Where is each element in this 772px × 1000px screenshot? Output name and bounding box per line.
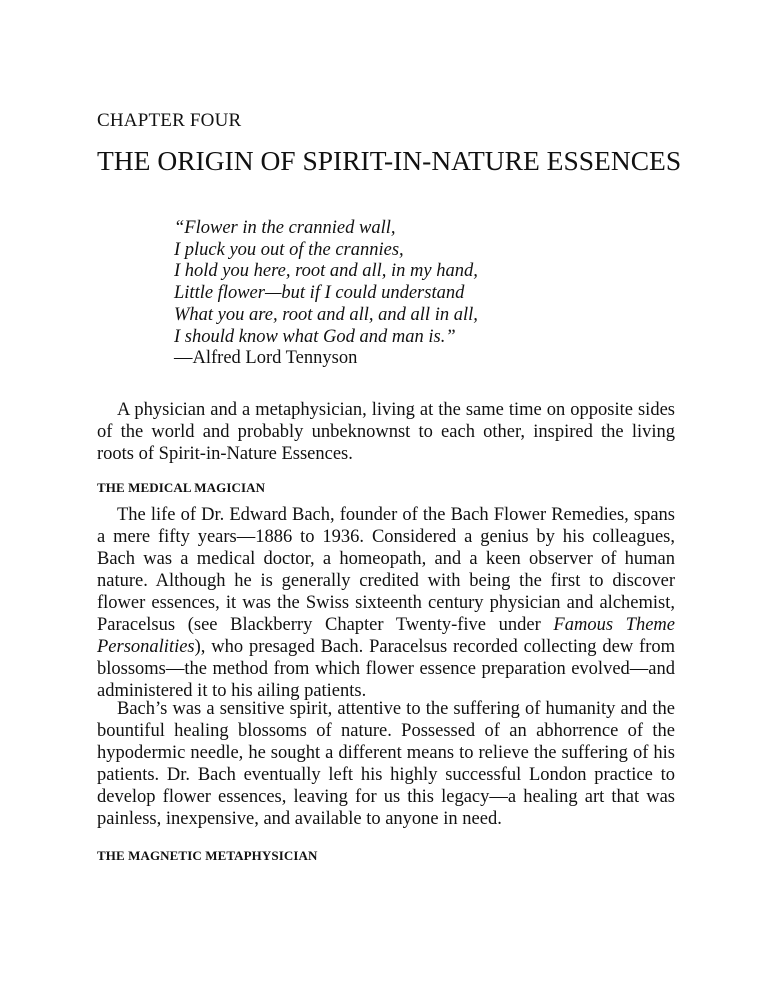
epigraph-line: Little flower—but if I could understand (174, 283, 465, 304)
chapter-title: THE ORIGIN OF SPIRIT-IN-NATURE ESSENCES (97, 145, 682, 176)
epigraph-line: I should know what God and man is.” (174, 326, 456, 347)
section-heading-medical-magician: THE MEDICAL MAGICIAN (97, 480, 266, 495)
epigraph (174, 218, 478, 370)
epigraph-line: “Flower in the crannied wall, (174, 218, 396, 238)
intro-paragraph: A physician and a metaphysician, living at the same time on opposite sides of the world and probably unbeknownst to each other, inspired the living roots of Spirit-in-Nature Essences. (97, 400, 675, 464)
chapter-label: CHAPTER FOUR (97, 110, 242, 131)
epigraph-line: I pluck you out of the crannies, (174, 239, 404, 260)
book-reference-italic: Famous Theme Personalities (97, 615, 675, 657)
paragraph-text: ), who presaged Bach. Paracelsus recorded collecting dew from blossoms—the method from which flower essence preparation evolved—and administered it to his ailing patients. (97, 637, 675, 701)
section-heading-magnetic-metaphysician: THE MAGNETIC METAPHYSICIAN (97, 848, 318, 863)
body-paragraph-bach-life (97, 504, 675, 702)
epigraph-line: I hold you here, root and all, in my hand, (174, 261, 478, 282)
epigraph-line: What you are, root and all, and all in all, (174, 304, 478, 325)
paragraph-text: The life of Dr. Edward Bach, founder of the Bach Flower Remedies, spans a mere fifty years—1886 to 1936. Considered a genius by his colleagues, Bach was a medical doctor, a homeopath, and a keen observer of human nature. Although he is generally credited with being the first to discover flower essences, it was the Swiss sixteenth century physician and alchemist, Paracelsus (see Blackberry Chapter Twenty-five under (97, 505, 675, 635)
body-paragraph-bach-spirit: Bach’s was a sensitive spirit, attentive to the suffering of humanity and the bountiful healing blossoms of nature. Possessed of an abhorrence of the hypodermic needle, he sought a different means to relieve the suffering of his patients. Dr. Bach eventually left his highly successful London practice to develop flower essences, leaving for us this legacy—a healing art that was painless, inexpensive, and available to anyone in need. (97, 699, 675, 829)
epigraph-attribution: —Alfred Lord Tennyson (174, 348, 358, 369)
